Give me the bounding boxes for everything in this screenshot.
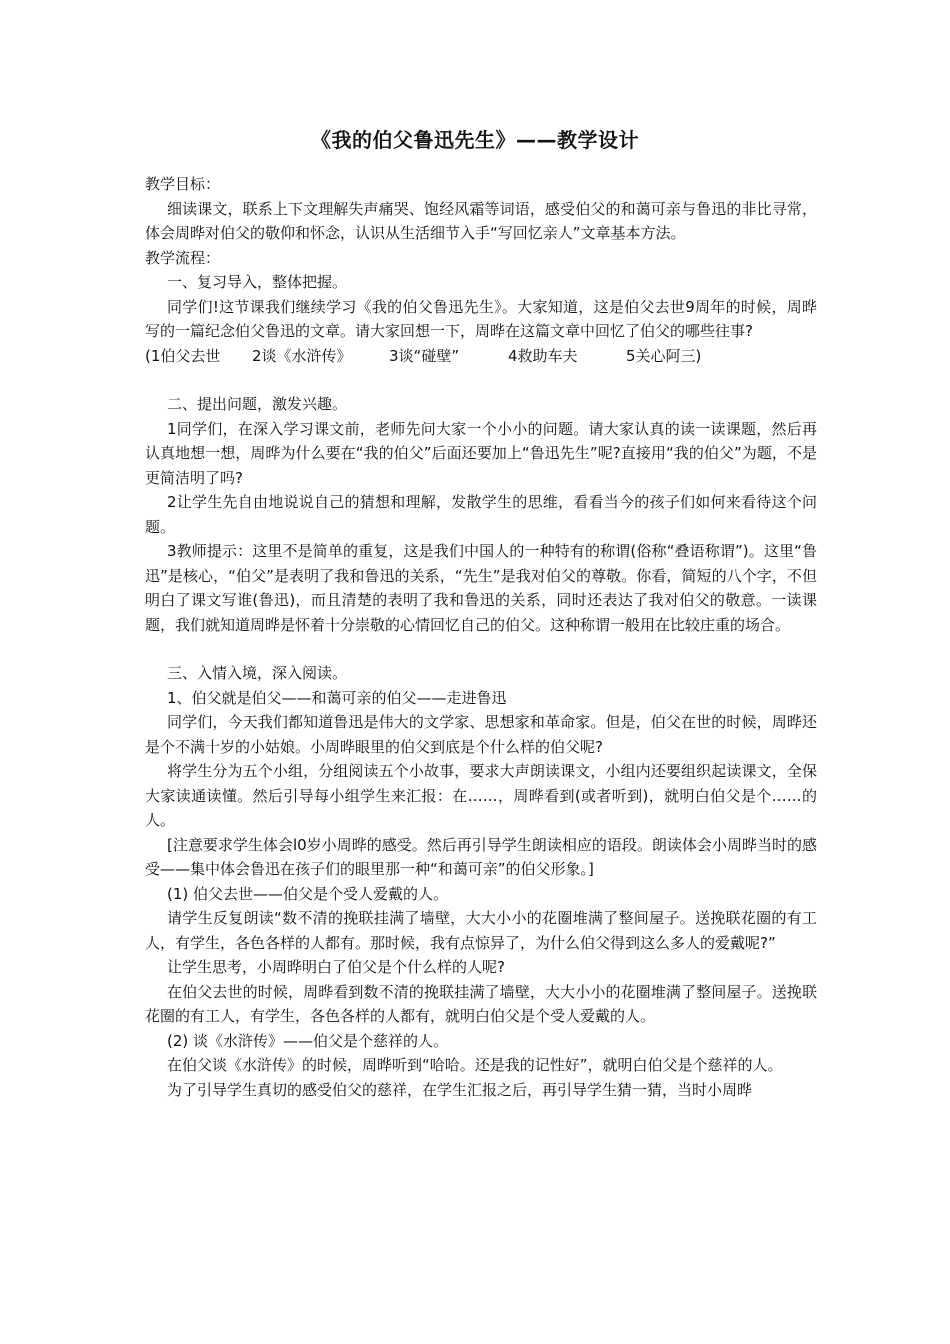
section3-paragraph: 同学们，今天我们都知道鲁迅是伟大的文学家、思想家和革命家。但是，伯父在世的时候，周晔还是个不满十岁的小姑娘。小周晔眼里的伯父到底是个什么样的伯父呢? [145,713,817,756]
section2-paragraph: 3教师提示：这里不是简单的重复，这是我们中国人的一种特有的称谓(俗称“叠语称谓”)。这里“鲁迅”是核心，“伯父”是表明了我和鲁迅的关系，“先生”是我对伯父的尊敬。你看，简短的八个字，不但明白了课文写谁(鲁迅)，而且清楚的表明了我和鲁迅的关系，同时还表达了我对伯父的敬意。一读课题，我们就知道周晔是怀着十分崇敬的心情回忆自己的伯父。这种称谓一般用在比较庄重的场合。 [145,542,817,634]
story-list-item: 3谈“碰壁” [389,346,460,365]
goal-heading: 教学目标： [145,175,221,193]
section3-heading: 三、入情入境，深入阅读。 [167,664,348,682]
flow-heading: 教学流程： [145,248,221,267]
section3-note: [注意要求学生体会l0岁小周晔的感受。然后再引导学生朗读相应的语段。朗读体会小周晔当时的感受——集中体会鲁迅在孩子们的眼里那一种“和蔼可亲”的伯父形象。] [145,835,817,878]
section3-paragraph: 让学生思考，小周晔明白了伯父是个什么样的人呢? [167,958,505,976]
story-list-item: 2谈《水浒传》 [252,346,352,365]
story-list-item: 5关心阿三) [626,346,702,365]
story-item-heading: (2) 谈《水浒传》——伯父是个慈祥的人。 [167,1031,449,1050]
section2-paragraph: 1同学们，在深入学习课文前，老师先问大家一个小小的问题。请大家认真的读一读课题，然后再认真地想一想，周晔为什么要在“我的伯父”后面还要加上“鲁迅先生”呢?直接用“我的伯父”为题，不是更简洁明了吗? [145,419,817,487]
section3-paragraph: 在伯父去世的时候，周晔看到数不清的挽联挂满了墙壁，大大小小的花圈堆满了整间屋子。送挽联花圈的有工人，有学生，各色各样的人都有，就明白伯父是个受人爱戴的人。 [145,982,817,1025]
section3-paragraph: 在伯父谈《水浒传》的时候，周晔听到“哈哈。还是我的记性好”，就明白伯父是个慈祥的人。 [167,1056,783,1074]
document-title: 《我的伯父鲁迅先生》——教学设计 [311,128,639,152]
story-list [145,344,817,369]
section3-paragraph: 为了引导学生真切的感受伯父的慈祥，在学生汇报之后，再引导学生猜一猜，当时小周晔 [167,1080,753,1099]
story-item-heading: (1) 伯父去世——伯父是个受人爱戴的人。 [167,884,449,903]
goal-text: 细读课文，联系上下文理解失声痛哭、饱经风霜等词语，感受伯父的和蔼可亲与鲁迅的非比寻常，体会周晔对伯父的敬仰和怀念，认识从生活细节入手“写回忆亲人”文章基本方法。 [145,199,817,242]
section3-subheading: 1、伯父就是伯父——和蔼可亲的伯父——走进鲁迅 [167,688,507,707]
section2-paragraph: 2让学生先自由地说说自己的猜想和理解，发散学生的思维，看看当今的孩子们如何来看待这个问题。 [145,493,817,536]
section1-paragraph: 同学们!这节课我们继续学习《我的伯父鲁迅先生》。大家知道，这是伯父去世9周年的时候，周晔写的一篇纪念伯父鲁迅的文章。请大家回想一下，周晔在这篇文章中回忆了伯父的哪些往事? [145,297,817,340]
section3-paragraph: 请学生反复朗读“数不清的挽联挂满了墙壁，大大小小的花圈堆满了整间屋子。送挽联花圈的有工人，有学生，各色各样的人都有。那时候，我有点惊异了，为什么伯父得到这么多人的爱戴呢?” [145,909,817,952]
section2-heading: 二、提出问题，激发兴趣。 [167,395,348,413]
document-body [145,172,817,1102]
section3-paragraph: 将学生分为五个小组，分组阅读五个小故事，要求大声朗读课文，小组内还要组织起读课文，全保大家读通读懂。然后引导每小组学生来汇报：在……，周晔看到(或者听到)，就明白伯父是个……的人。 [145,762,817,829]
story-list-item: (1伯父去世 [145,346,221,365]
paragraph-gap [145,368,817,392]
paragraph-gap [145,637,817,661]
story-list-item: 4救助车夫 [508,346,578,365]
section1-heading: 一、复习导入，整体把握。 [167,273,348,291]
